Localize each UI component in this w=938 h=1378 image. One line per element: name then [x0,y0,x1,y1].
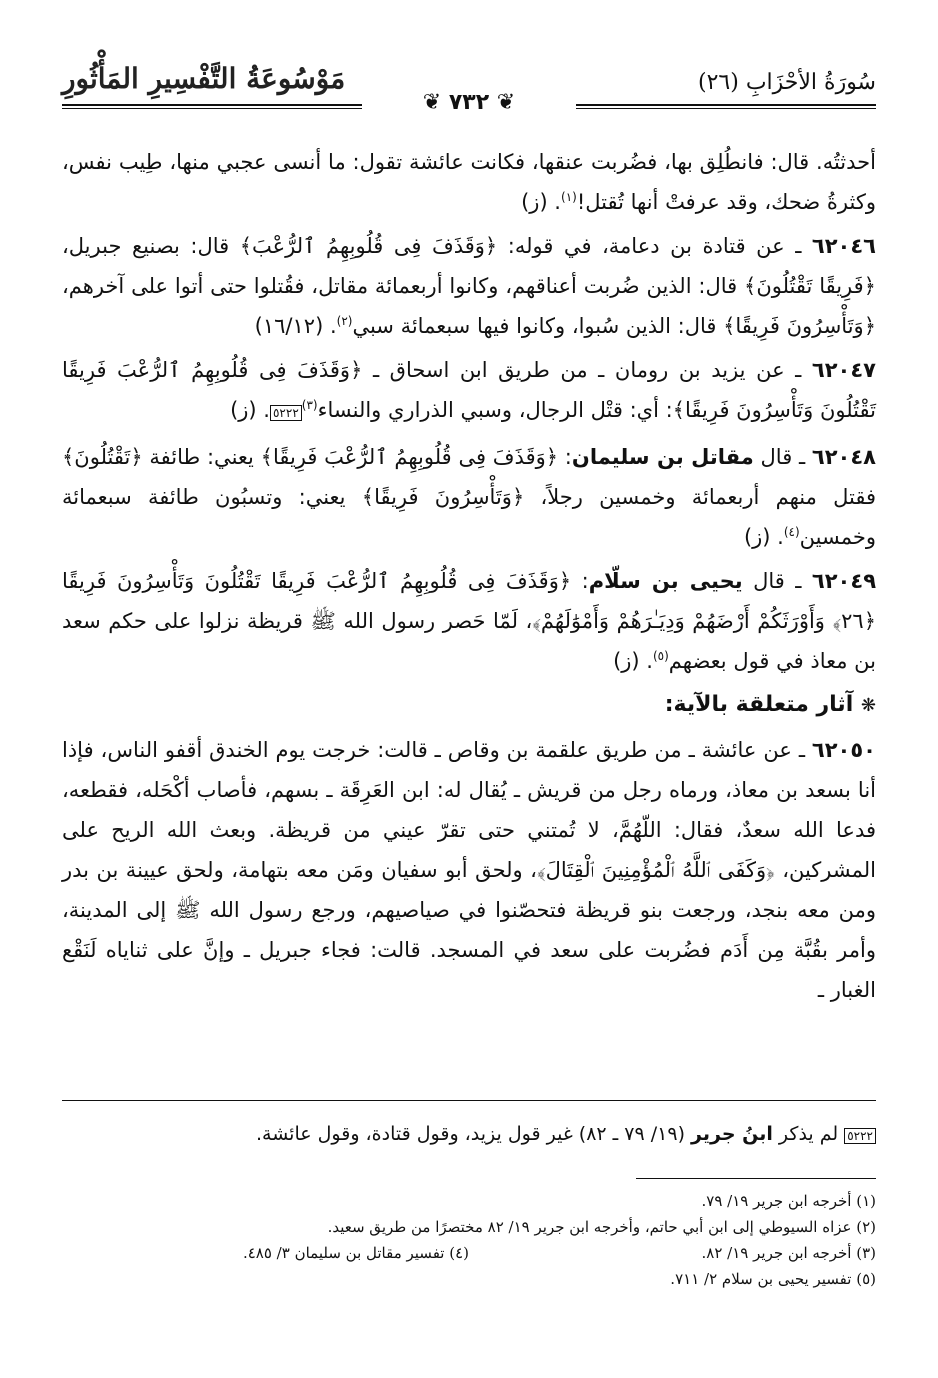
footnote-ref: (٣) [301,398,318,412]
main-text [62,142,876,1010]
header-rule [576,108,876,109]
narrator-name: مقاتل بن سليمان [571,445,754,469]
footnote: (٢) عزاه السيوطي إلى ابن أبي حاتم، وأخرجه ابن جرير ١٩/ ٨٢ مختصرًا من طريق سعيد. [327,1218,876,1236]
paragraph-number: ٦٢٠٤٦ [811,234,876,258]
paragraph-number: ٦٢٠٤٩ [811,569,877,593]
page-number: ❦ ٧٣٢ ❦ [415,90,523,115]
paragraph [62,437,876,557]
paragraph-number: ٦٢٠٥٠ [811,738,876,762]
paragraph [62,142,876,222]
paragraph-tail: . (ز) [230,398,270,422]
comment-text: لم يذكر [772,1123,845,1145]
paragraph-text: ـ عن عائشة ـ من طريق علقمة بن وقاص ـ قالت: خرجت يوم الخندق أقفو الناس، فإذا أنا بسعد بن معاذ، ورماه رجل من قريش ـ يُقال له: ابن العَرِقَة ـ بسهم، فأصاب أكْحَله، فقطعه، فدعا الله سعدٌ، فقال: اللّهُمَّ، لا تُمتني حتى تقرّ عيني من قريظة. وبعث الله الريح على المشركين، ﴿وَكَفَى ٱللَّهُ ٱلْمُؤْمِنِينَ ٱلْقِتَالَ﴾، ولحق أبو سفيان ومَن معه بتهامة، ولحق عيينة بن بدر ومن معه بنجد، ورجعت بنو قريظة فتحصّنوا في صياصيهم، ورجع رسول الله ﷺ إلى المدينة، وأمر بقُبَّة مِن أَدَم فضُربت على سعد في المسجد. قالت: فجاء جبريل ـ وإنَّ على ثناياه لَنَقْع الغبار ـ [62,738,876,1002]
rosette-icon: ❋ [860,695,876,716]
footnote: (١) أخرجه ابن جرير ١٩/ ٧٩. [701,1192,876,1210]
footnote-row [62,1240,876,1266]
paragraph [62,226,876,346]
paragraph-number: ٦٢٠٤٧ [811,358,876,382]
paragraph-text: ـ عن قتادة بن دعامة، في قوله: ﴿وَقَذَفَ فِى قُلُوبِهِمُ ٱلرُّعْبَ﴾ قال: بصنيع جبريل، ﴿فَرِيقًا تَقْتُلُونَ﴾ قال: الذين ضُربت أعناقهم، وكانوا أربعمائة مقاتل، فقُتلوا حتى أتوا على آخرهم، ﴿وَتَأْسِرُونَ فَرِيقًا﴾ قال: الذين سُبوا، وكانوا فيها سبعمائة سبي [62,234,876,338]
comment-ref-box: ٥٢٢٢ [844,1128,876,1144]
page-number-value: ٧٣٢ [448,90,490,115]
paragraph [62,730,876,1010]
paragraph-tail: . (ز) [743,525,784,549]
paragraph-text: ـ عن يزيد بن رومان ـ من طريق ابن اسحاق ـ ﴿وَقَذَفَ فِى قُلُوبِهِمُ ٱلرُّعْبَ فَرِيقًا تَقْتُلُونَ وَتَأْسِرُونَ فَرِيقًا﴾: أي: قتْل الرجال، وسبي الذراري والنساء [62,358,876,422]
footnote-ref: (١) [561,190,577,204]
paragraph [62,561,876,681]
paragraph-number: ٦٢٠٤٨ [811,445,876,469]
footnote: (٥) تفسير يحيى بن سلام ٢/ ٧١١. [670,1270,876,1288]
paragraph-text: : ﴿وَقَذَفَ فِى قُلُوبِهِمُ ٱلرُّعْبَ فَرِيقًا﴾ يعني: طائفة ﴿تَقْتُلُونَ﴾ فقتل منهم أربعمائة وخمسين رجلاً، ﴿وَتَأْسِرُونَ فَرِيقًا﴾ يعني: وتسبُون طائفة سبعمائة وخمسين [62,445,876,549]
footnotes [62,1188,876,1292]
footnote-separator [636,1178,876,1179]
book-title: مَوْسُوعَةُ التَّفْسِيرِ المَأْثُورِ [62,62,346,95]
comment-separator [62,1100,876,1101]
footnote-ref: (٢) [336,314,353,328]
header-rule [576,104,876,106]
header-rule [62,104,362,106]
paragraph [62,350,876,433]
paragraph-tail: . (ز) [613,649,653,673]
editor-comment [62,1118,876,1152]
comment-name: ابنُ جرير [691,1123,773,1145]
surah-title: سُورَةُ الأحْزَابِ (٢٦) [698,70,876,95]
comment-text: (١٩/ ٧٩ ـ ٨٢) غير قول يزيد، وقول قتادة، وقول عائشة. [256,1123,692,1145]
paragraph-text: : ﴿وَقَذَفَ فِى قُلُوبِهِمُ ٱلرُّعْبَ فَرِيقًا تَقْتُلُونَ وَتَأْسِرُونَ فَرِيقًا ﴿٢٦﴾ وَأَوْرَثَكُمْ أَرْضَهُمْ وَدِيَـٰرَهُمْ وَأَمْوَٰلَهُمْ﴾، لَمّا حَصر رسول الله ﷺ قريظة نزلوا على حكم سعد بن معاذ في قول بعضهم [62,569,876,673]
footnote-ref: (٤) [783,525,800,539]
paragraph-tail: . (١٦/١٢) [254,314,337,338]
paragraph-tail: . (ز) [521,190,561,214]
paragraph-text: ـ قال [742,569,812,593]
comment-ref-box: ٥٢٢٢ [270,405,302,421]
paragraph-text: ـ قال [753,445,812,469]
section-heading-text: آثار متعلقة بالآية: [664,692,854,717]
footnote: (٣) أخرجه ابن جرير ١٩/ ٨٢. [701,1244,876,1262]
footnote-ref: (٥) [652,649,669,663]
footnote: (٤) تفسير مقاتل بن سليمان ٣/ ٤٨٥. [242,1244,469,1262]
header-rule [62,108,362,109]
section-heading [62,685,876,726]
paragraph-text: أحدثتُه. قال: فانطُلِق بها، فضُربت عنقها، فكانت عائشة تقول: ما أنسى عجبي منها، طِيب نفس، وكثرةُ ضحك، وقد عرفتْ أنها تُقتل! [62,150,876,214]
narrator-name: يحيى بن سلّام [588,569,743,593]
running-header [62,62,876,115]
